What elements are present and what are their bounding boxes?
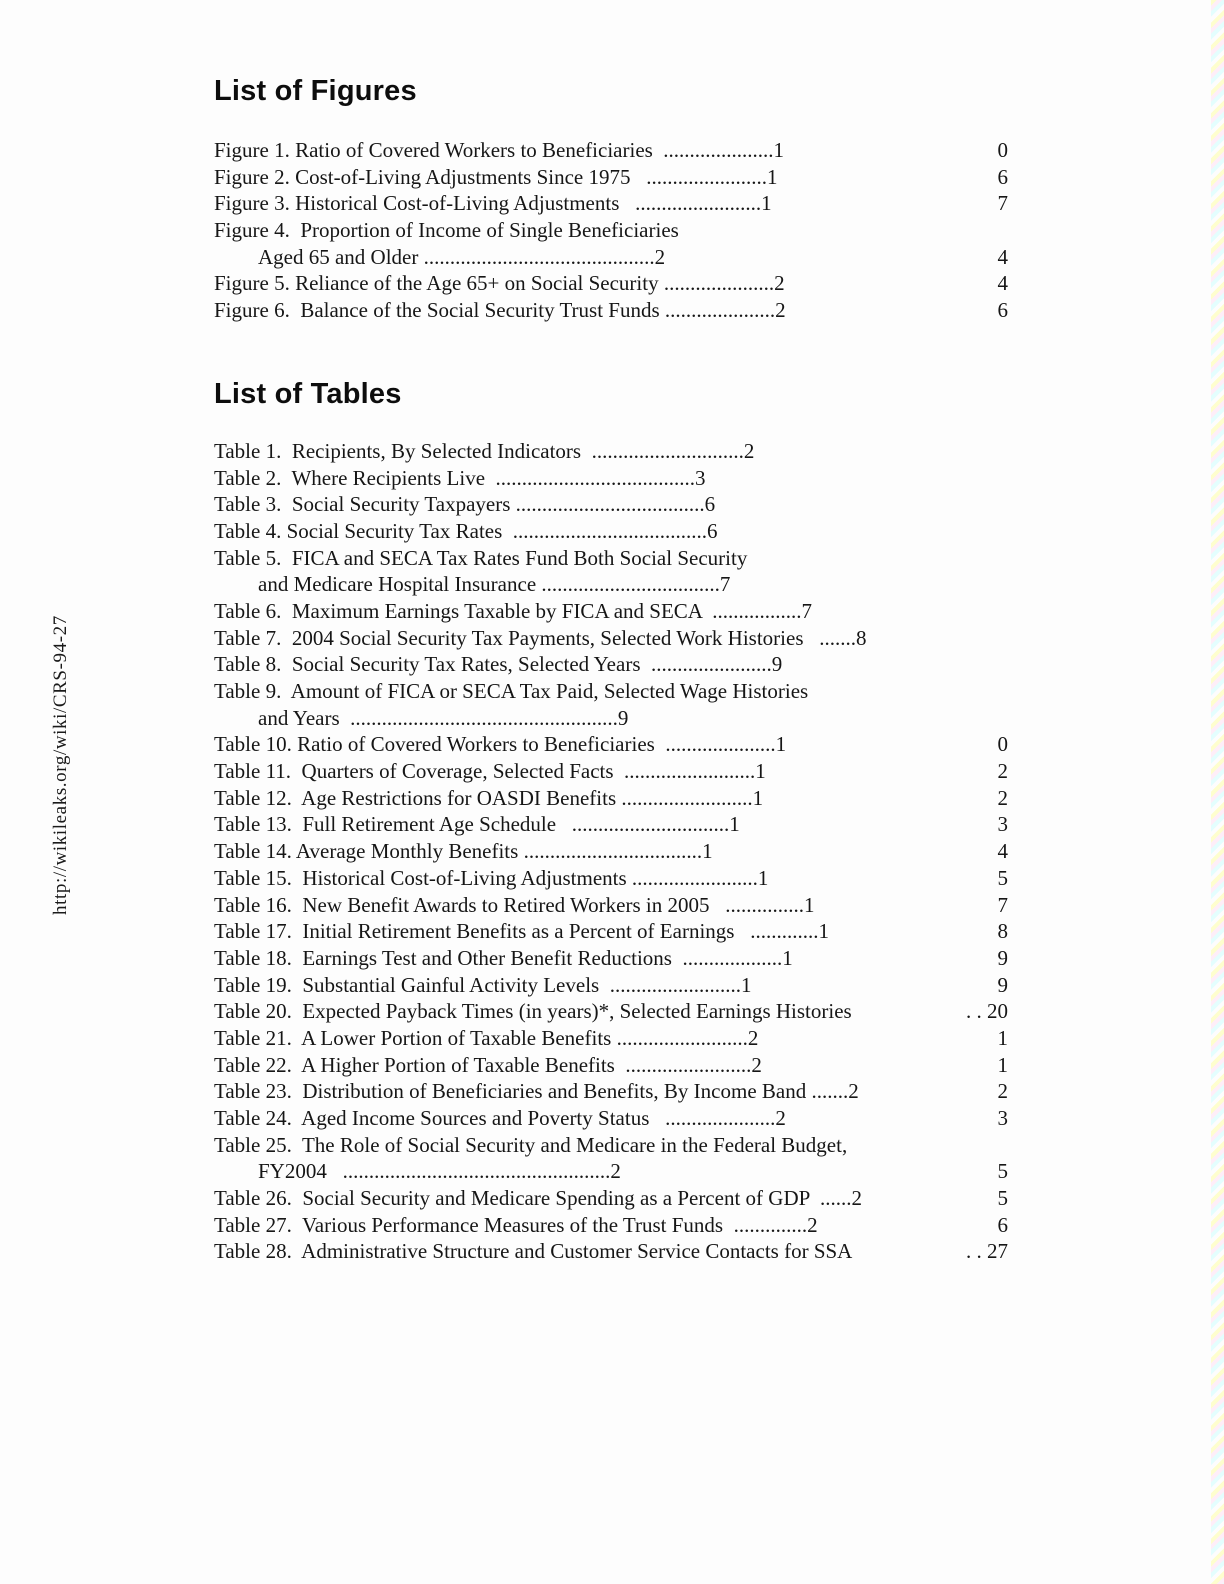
toc-page-number: 2	[997, 1079, 1008, 1104]
toc-entry-text: Table 7. 2004 Social Security Tax Payments, Selected Work Histories .......8	[214, 625, 867, 650]
toc-entry	[214, 972, 1008, 999]
toc-entry	[214, 438, 1008, 465]
toc-entry-text: Table 10. Ratio of Covered Workers to Beneficiaries .....................1	[214, 732, 787, 757]
toc-page-number: 5	[997, 1186, 1008, 1211]
toc-entry	[214, 998, 1008, 1025]
toc-entry-text: Aged 65 and Older ............................................2	[258, 244, 666, 269]
toc-entry-text: Table 21. A Lower Portion of Taxable Benefits .........................2	[214, 1025, 759, 1050]
toc-entry	[214, 598, 1008, 625]
toc-entry-text: and Medicare Hospital Insurance ..................................7	[258, 572, 731, 597]
toc-page-number: 5	[997, 865, 1008, 890]
toc-entry	[214, 1025, 1008, 1052]
toc-entry	[214, 545, 1008, 572]
toc-entry	[214, 1052, 1008, 1079]
toc-page-number: 0	[997, 732, 1008, 757]
toc-entry	[214, 297, 1008, 324]
toc-entry	[214, 465, 1008, 492]
toc-entry-text: Table 8. Social Security Tax Rates, Selected Years .......................9	[214, 652, 783, 677]
list-of-tables	[214, 438, 1008, 1265]
toc-page-number: 8	[997, 919, 1008, 944]
toc-entry-text: Table 17. Initial Retirement Benefits as a Percent of Earnings .............1	[214, 919, 829, 944]
toc-page-number: 2	[997, 759, 1008, 784]
toc-entry	[214, 678, 1008, 705]
toc-entry	[214, 785, 1008, 812]
toc-entry-text: Figure 6. Balance of the Social Security Trust Funds .....................2	[214, 298, 786, 323]
toc-entry	[214, 651, 1008, 678]
list-of-figures	[214, 137, 1008, 324]
toc-entry	[214, 1078, 1008, 1105]
toc-entry-text: Table 18. Earnings Test and Other Benefit Reductions ...................1	[214, 945, 793, 970]
toc-entry-text: Table 15. Historical Cost-of-Living Adjustments ........................1	[214, 865, 769, 890]
toc-entry-text: Table 19. Substantial Gainful Activity Levels .........................1	[214, 972, 752, 997]
toc-entry	[214, 1158, 1008, 1185]
toc-entry	[214, 137, 1008, 164]
toc-entry-text: Table 22. A Higher Portion of Taxable Benefits ........................2	[214, 1052, 762, 1077]
toc-entry	[214, 1238, 1008, 1265]
sidebar-source-url: http://wikileaks.org/wiki/CRS-94-27	[50, 615, 71, 915]
scan-edge-pattern	[1211, 0, 1224, 1584]
toc-entry-text: Table 16. New Benefit Awards to Retired Workers in 2005 ...............1	[214, 892, 815, 917]
toc-entry-text: Table 5. FICA and SECA Tax Rates Fund Both Social Security	[214, 545, 748, 570]
toc-entry	[214, 190, 1008, 217]
toc-entry	[214, 491, 1008, 518]
toc-page-number: 0	[997, 138, 1008, 162]
toc-page-number: 9	[997, 972, 1008, 997]
toc-entry-text: Table 25. The Role of Social Security and Medicare in the Federal Budget,	[214, 1132, 848, 1157]
toc-entry	[214, 811, 1008, 838]
toc-entry-text: Table 2. Where Recipients Live ......................................3	[214, 465, 706, 490]
toc-entry	[214, 1185, 1008, 1212]
toc-entry	[214, 164, 1008, 191]
toc-page-number: 6	[997, 298, 1008, 323]
toc-entry	[214, 518, 1008, 545]
toc-page-number: 3	[997, 1106, 1008, 1130]
toc-entry	[214, 892, 1008, 919]
toc-page-number: 4	[997, 271, 1008, 296]
toc-entry	[214, 217, 1008, 244]
toc-entry-text: Table 4. Social Security Tax Rates .....................................6	[214, 518, 718, 543]
list-of-tables-heading: List of Tables	[214, 377, 402, 410]
toc-entry	[214, 758, 1008, 785]
toc-entry-text: Table 9. Amount of FICA or SECA Tax Paid, Selected Wage Histories	[214, 679, 809, 703]
toc-entry-text: Figure 1. Ratio of Covered Workers to Beneficiaries .....................1	[214, 138, 785, 162]
toc-entry	[214, 1105, 1008, 1132]
toc-entry-text: Table 20. Expected Payback Times (in years)*, Selected Earnings Histories	[214, 999, 852, 1024]
toc-page-number: 6	[997, 1212, 1008, 1237]
toc-entry-text: Table 27. Various Performance Measures of the Trust Funds ..............2	[214, 1212, 818, 1237]
toc-entry-text: Table 13. Full Retirement Age Schedule ..............................1	[214, 812, 740, 837]
toc-entry	[214, 1132, 1008, 1159]
toc-entry	[214, 731, 1008, 758]
toc-entry-text: and Years ...................................................9	[258, 705, 629, 730]
toc-entry	[214, 625, 1008, 652]
toc-entry-text: Table 14. Average Monthly Benefits ..................................1	[214, 839, 713, 864]
toc-entry-text: Table 26. Social Security and Medicare Spending as a Percent of GDP ......2	[214, 1186, 863, 1211]
toc-page-number: 2	[997, 785, 1008, 810]
toc-entry	[214, 571, 1008, 598]
toc-entry	[214, 1212, 1008, 1239]
toc-entry	[214, 270, 1008, 297]
list-of-figures-heading: List of Figures	[214, 75, 417, 107]
toc-entry	[214, 244, 1008, 271]
toc-page-number: 5	[997, 1159, 1008, 1184]
toc-entry-text: Figure 2. Cost-of-Living Adjustments Since 1975 .......................1	[214, 164, 778, 189]
toc-page-number: . . 20	[966, 999, 1008, 1024]
toc-page-number: 3	[997, 812, 1008, 837]
toc-entry-text: Table 1. Recipients, By Selected Indicators .............................2	[214, 438, 755, 463]
toc-entry-text: Table 11. Quarters of Coverage, Selected Facts .........................1	[214, 759, 766, 784]
toc-entry-text: Figure 5. Reliance of the Age 65+ on Social Security .....................2	[214, 271, 785, 296]
toc-page-number: 4	[997, 244, 1008, 269]
toc-entry-text: Figure 3. Historical Cost-of-Living Adjustments ........................1	[214, 191, 772, 216]
toc-entry-text: Table 24. Aged Income Sources and Poverty Status .....................2	[214, 1106, 786, 1130]
toc-entry-text: Table 28. Administrative Structure and Customer Service Contacts for SSA	[214, 1239, 853, 1264]
toc-entry	[214, 838, 1008, 865]
toc-page-number: 1	[997, 1052, 1008, 1077]
toc-page-number: 1	[997, 1025, 1008, 1050]
toc-page-number: 6	[997, 164, 1008, 189]
toc-page-number: . . 27	[966, 1239, 1008, 1264]
toc-entry-text: Table 12. Age Restrictions for OASDI Benefits .........................1	[214, 785, 764, 810]
toc-entry	[214, 865, 1008, 892]
toc-entry	[214, 945, 1008, 972]
page-content	[214, 76, 1008, 1265]
toc-entry-text: Table 6. Maximum Earnings Taxable by FICA and SECA .................7	[214, 598, 813, 623]
toc-entry-text: Figure 4. Proportion of Income of Single Beneficiaries	[214, 218, 679, 243]
toc-page-number: 9	[997, 945, 1008, 970]
toc-entry-text: Table 3. Social Security Taxpayers ....................................6	[214, 492, 716, 517]
toc-entry-text: Table 23. Distribution of Beneficiaries and Benefits, By Income Band .......2	[214, 1079, 859, 1104]
toc-page-number: 4	[997, 839, 1008, 864]
toc-page-number: 7	[997, 191, 1008, 216]
toc-page-number: 7	[997, 892, 1008, 917]
toc-entry-text: FY2004 ...................................................2	[258, 1159, 621, 1184]
toc-entry	[214, 918, 1008, 945]
toc-entry	[214, 705, 1008, 732]
